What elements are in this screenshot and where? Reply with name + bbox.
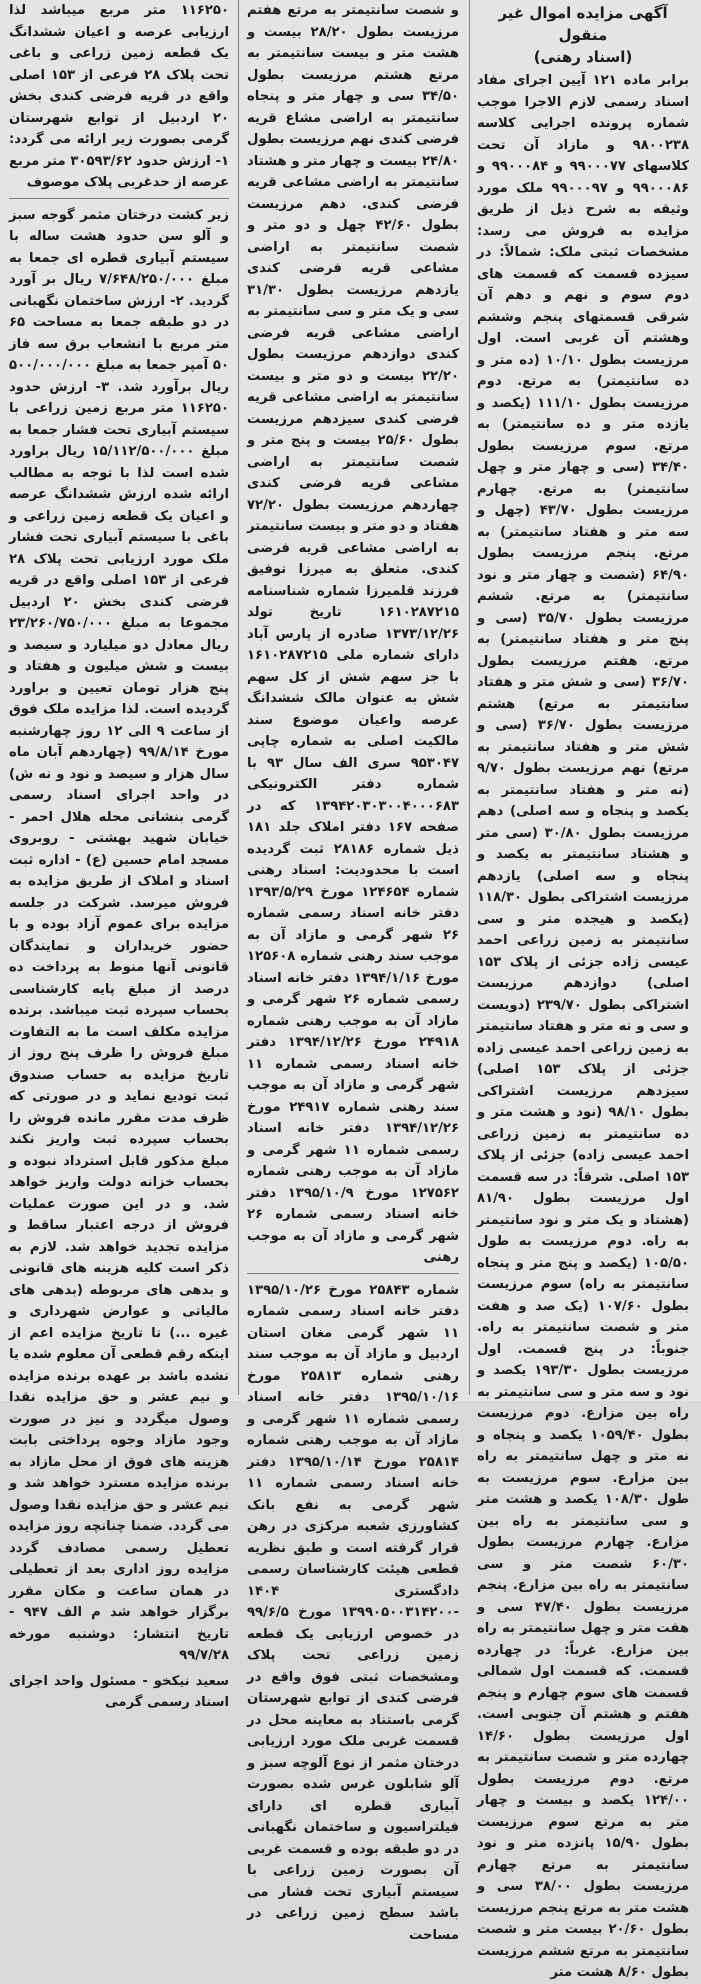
column-left xyxy=(3,0,235,1710)
notice-body-middle-bottom: شماره ۲۵۸۴۳ مورخ ۱۳۹۵/۱۰/۲۶ دفتر خانه اسناد رسمی شماره ۱۱ شهر گرمی مغان استان اردبیل و مازاد آن به موجب سند رهنی شماره ۲۵۸۱۳ مورخ ۱۳۹۵/۱۰/۱۶ دفتر خانه اسناد رسمی شماره ۱۱ شهر گرمی و مازاد آن به موجب رهنی شماره ۲۵۸۱۴ مورخ ۱۳۹۵/۱۰/۱۴ دفتر خانه اسناد رسمی شماره ۱۱ شهر گرمی به نفع بانک کشاورزی شعبه مرکزی در رهن قرار گرفته است و طبق نظریه قطعی هیئت کارشناسان رسمی دادگستری ۱۴۰۴ -۱۳۹۹۰۵۰۰۳۱۴۲۰۰ مورخ ۹۹/۶/۵ در خصوص ارزیابی یک قطعه زمین زراعی تحت پلاک ومشخصات ثبتی فوق واقع در فرضی کندی از توابع شهرستان گرمی باستناد به معاینه محل در قسمت غربی ملک مورد ارزیابی درختان مثمر از نوع آلوچه سبز و آلو شابلون غرس شده بصورت آبیاری قطره ای دارای فیلتراسیون و ساختمان نگهبانی در دو طبقه بوده و قسمت غربی آن بصورت زمین زراعی با سیستم آبیاری تحت فشار می باشد سطح زمین زراعی در مساحت xyxy=(247,1282,460,1943)
notice-body-middle-top: و شصت سانتیمتر به مرتع هفتم مرزیست بطول ۲۸/۲۰ بیست و هشت متر و بیست سانتیمتر به مرتع هشتم مرزیست بطول ۳۴/۵۰ سی و چهار متر و پنجاه سانتیمتر به اراضی مشاع قریه فرضی کندی نهم مرزیست بطول ۲۴/۸۰ بیست و چهار متر و هشتاد سانتیمتر به اراضی مشاعی قریه فرضی کندی. دهم مرزیست بطول ۴۲/۶۰ چهل و دو متر و شصت سانتیمتر به اراضی مشاعی قریه فرضی کندی یازدهم مرزیست بطول ۳۱/۳۰ سی و یک متر و سی سانتیمتر به اراضی مشاعی قریه فرضی کندی دوازدهم مرزیست بطول ۲۲/۲۰ بیست و دو متر و بیست سانتیمتر به اراضی مشاعی قریه فرضی کندی سیزدهم مرزیست بطول ۲۵/۶۰ بیست و پنج متر و شصت سانتیمتر به اراضی مشاعی قریه فرضی کندی چهاردهم مرزیست بطول ۷۲/۲۰ هفتاد و دو متر و بیست سانتیمتر به اراضی مشاعی قریه فرضی کندی. متعلق به میرزا توفیق فرزند قلمیرزا شماره شناسنامه ۱۶۱۰۲۸۷۲۱۵ تاریخ تولد ۱۳۷۳/۱۲/۲۶ صادره از پارس آباد دارای شماره ملی ۱۶۱۰۲۸۷۲۱۵ با جز سهم شش از کل سهم شش به عنوان مالک ششدانگ عرصه واعیان موضوع سند مالکیت اصلی به شماره چاپی ۹۵۳۰۴۷ سری الف سال ۹۳ با شماره دفتر الکترونیکی ۱۳۹۴۲۰۳۰۳۰۰۴۰۰۰۶۸۳ که در صفحه ۱۶۷ دفتر املاک جلد ۱۸۱ ذیل شماره ۲۸۱۸۶ ثبت گردیده است با محدودیت: اسناد رهنی شماره ۱۲۴۶۵۴ مورخ ۱۳۹۳/۵/۲۹ دفتر خانه اسناد رسمی شماره ۲۶ شهر گرمی و مازاد آن به موجب سند رهنی شماره ۱۲۵۶۰۸ مورخ ۱۳۹۴/۱/۱۶ دفتر خانه اسناد رسمی شماره ۲۶ شهر گرمی و مازاد آن به موجب رهنی شماره ۲۴۹۱۸ مورخ ۱۳۹۴/۱۲/۲۶ دفتر خانه اسناد رسمی شماره ۱۱ شهر گرمی و مازاد آن به موجب سند رهنی شماره ۲۴۹۱۷ مورخ ۱۳۹۴/۱۲/۲۶ دفتر خانه اسناد رسمی شماره ۱۱ شهر گرمی و مازاد آن به موجب رهنی شماره ۱۲۷۵۶۲ مورخ ۱۳۹۵/۱۰/۹ دفتر خانه اسناد رسمی شماره ۲۶ شهر گرمی و مازاد آن به موجب رهنی xyxy=(247,3,460,1265)
column-divider xyxy=(238,0,239,1395)
section-divider xyxy=(247,1273,459,1274)
notice-signature: سعید نیکخو - مسئول واحد اجرای اسناد رسمی گرمی xyxy=(9,1673,229,1710)
notice-title: آگهی مزایده اموال غیر منقول xyxy=(498,4,668,44)
column-divider xyxy=(469,0,470,1395)
notice-body-left-bottom: زیر کشت درختان مثمر گوجه سبز و آلو سن حدود هشت ساله با سیستم آبیاری قطره ای جمعا به مبلغ ۷/۶۴۸/۲۵۰/۰۰۰ ریال بر آورد گردید. ۲- ارزش ساختمان نگهبانی در دو طبقه جمعا به مساحت ۶۵ متر مربع با انشعاب برق سه فاز ۵۰ آمپر جمعا به مبلغ ۵۰۰/۰۰۰/۰۰۰ ریال برآورد شد. ۳- ارزش حدود ۱۱۶۲۵۰ متر مربع زمین زراعی با سیستم آبیاری تحت فشار جمعا به مبلغ ۱۵/۱۱۲/۵۰۰/۰۰۰ ریال براورد شده است لذا با توجه به مطالب ارائه شده ارزش ششدانگ عرصه و اعیان یک قطعه زمین زراعی و باغی با سیستم آبیاری تحت فشار ملک مورد ارزیابی تحت پلاک ۲۸ فرعی از ۱۵۳ اصلی واقع در قریه فرضی کندی بخش ۲۰ اردبیل مجموعا به مبلغ ۲۳/۲۶۰/۷۵۰/۰۰۰ ریال معادل دو میلیارد و سیصد و بیست و شش میلیون و هفتاد و پنج هزار تومان تعیین و براورد گردیده است. لذا مزایده ملک فوق از ساعت ۹ الی ۱۲ روز چهارشنبه مورخ ۹۹/۸/۱۴ (چهاردهم آبان ماه سال هزار و سیصد و نود و نه ش) در واحد اجرای اسناد رسمی گرمی بنشانی محله هلال احمر - خیابان شهید بهشتی - روبروی مسجد امام حسین (ع) - اداره ثبت اسناد و املاک از طریق مزایده به فروش میرسد. شرکت در جلسه مزایده برای عموم آزاد بوده و با حضور خریداران و نمایندگان قانونی آنها منوط به پرداخت ده درصد از مبلغ پایه کارشناسی بحساب سپرده ثبت میباشد. برنده مزایده مکلف است ما به التفاوت مبلغ فروش را ظرف پنج روز از تاریخ مزایده به حساب صندوق ثبت تودیع نماید و در صورتی که ظرف مدت مقرر مانده فروش را بحساب سپرده ثبت واریز نکند مبلغ مذکور قابل استرداد نبوده و بحساب خزانه دولت واریز خواهد شد. و در این صورت عملیات فروش از درجه اعتبار ساقط و مزایده تجدید خواهد شد. لازم به ذکر است کلیه هزینه های قانونی و بدهی های مربوطه (بدهی های مالیاتی و عوارض شهرداری و غیره ...) تا تاریخ مزایده اعم از اینکه رقم قطعی آن معلوم شده یا نشده باشد بر عهده برنده مزایده و نیم عشر و حق مزایده نقدا وصول میگردد و نیز در صورت وجود مازاد وجوه پرداختی بابت هزینه های فوق از محل مازاد به برنده مزایده مسترد خواهد شد و نیم عشر و حق مزایده نقدا وصول می گردد. ضمنا چنانچه روز مزایده تعطیل رسمی مصادف گردد مزایده روز اداری بعد از تعطیلی در همان ساعت و مکان مقرر برگزار خواهد شد م الف ۹۴۷ - تاریخ انتشار: دوشنبه مورخه ۹۹/۷/۲۸ xyxy=(9,207,230,1663)
notice-body-right: برابر ماده ۱۲۱ آیین اجرای مفاد اسناد رسمی لازم الاجرا موجب شماره پرونده اجرایی کلاسه ۹۸۰۰۲۳۸ و مازاد آن تحت کلاسهای ۹۹۰۰۰۷۷ و ۹۹۰۰۰۸۴ و ۹۹۰۰۰۸۶ و ۹۹۰۰۰۹۷ ملک مورد وثیقه به شرح ذیل از طریق مزایده به فروش می رسد: مشخصات ثبتی ملک: شمالاً: در سیزده قسمت که قسمت های دوم سوم و نهم و دهم آن شرقی قسمتهای پنجم وششم وهشتم آن غربی است. اول مرزیست بطول ۱۰/۱۰ (ده متر و ده سانتیمتر) به مرتع. دوم مرزیست بطول ۱۱۱/۱۰ (یکصد و یازده متر و ده سانتیمتر) به مرتع. سوم مرزیست بطول ۳۴/۴۰ (سی و چهار متر و چهل سانتیمتر) به مرتع. چهارم مرزیست بطول ۴۳/۷۰ (چهل و سه متر و هفتاد سانتیمتر) به مرتع. پنجم مرزیست بطول ۶۴/۹۰ (شصت و چهار متر و نود سانتیمتر) به مرتع. ششم مرزیست بطول ۳۵/۷۰ (سی و پنج متر و هفتاد سانتیمتر) به مرتع. هفتم مرزیست بطول ۳۶/۷۰ (سی و شش متر و هفتاد سانتیمتر به مرتع) هشتم مرزیست بطول ۳۶/۷۰ (سی و شش متر و هفتاد سانتیمتر به مرتع) نهم مرزیست بطول ۹/۷۰ (نه متر و هفتاد سانتیمتر به یکصد و پنجاه و سه اصلی) دهم مرزیست بطول ۳۰/۸۰ (سی متر و هشتاد سانتیمتر به یکصد و پنجاه و سه اصلی) یازدهم مرزیست اشتراکی بطول ۱۱۸/۳۰ (یکصد و هیجده متر و سی سانتیمتر به زمین زراعی احمد عیسی زاده جزئی از پلاک ۱۵۳ اصلی) دوازدهم مرزیست اشتراکی بطول ۲۳۹/۷۰ (دویست و سی و نه متر و هفتاد سانتیمتر به زمین زراعی احمد عیسی زاده جزئی از پلاک ۱۵۳ اصلی) سیزدهم مرزیست اشتراکی بطول ۹۸/۱۰ (نود و هشت متر و ده سانتیمتر به زمین زراعی احمد عیسی زاده) جزئی از پلاک ۱۵۳ اصلی. شرقاً: در سه قسمت اول مرزیست بطول ۸۱/۹۰ (هشتاد و یک متر و نود سانتیمتر به راه. دوم مرزیست به طول ۱۰۵/۵۰ (یکصد و پنج متر و پنجاه سانتیمتر به راه) سوم مرزیست بطول ۱۰۷/۶۰ (یک صد و هفت متر و شصت سانتیمتر به راه. جنوباً: در پنج قسمت. اول مرزیست بطول ۱۹۳/۳۰ یکصد و نود و سه متر و سی سانتیمتر به راه بین مزارع. دوم مرزیست بطول ۱۰۵۹/۴۰ یکصد و پنجاه و نه متر و چهل سانتیمتر به راه بین مزارع. سوم مرزیست به طول ۱۰۸/۳۰ یکصد و هشت متر و سی سانتیمتر به راه بین مزارع. چهارم مرزیست بطول ۶۰/۳۰ شصت متر و سی سانتیمتر به راه بین مزارع. پنجم مرزیست بطول ۴۷/۴۰ سی و هفت متر و چهل سانتیمتر به راه بین مزارع. غرباً: در چهارده قسمت. که قسمت اول شمالی قسمت های سوم چهارم و پنجم هفتم و هشتم آن جنوبی است. اول مرزیست بطول ۱۴/۶۰ چهارده متر و شصت سانتیمتر به مرتع. دوم مرزیست بطول ۱۲۴/۰۰ یکصد و بیست و چهار متر به مرتع سوم مرزیست بطول ۱۵/۹۰ پانزده متر و نود سانتیمتر به مرتع چهارم مرزیست بطول ۳۸/۰۰ سی و هشت متر به مرتع پنجم مرزیست بطول ۲۰/۶۰ بیست متر و شصت سانتیمتر به مرتع ششم مرزیست بطول ۸/۶۰ هشت متر xyxy=(477,73,690,1980)
column-middle xyxy=(241,0,465,1943)
notice-subtitle: (اسناد رهنی) xyxy=(533,48,633,66)
section-divider xyxy=(9,198,229,199)
column-right xyxy=(471,0,695,1980)
notice-body-left-top: ۱۱۶۲۵۰ متر مربع میباشد لذا ارزیابی عرصه و اعیان ششدانگ یک قطعه زمین زراعی و باغی تحت پلاک ۲۸ فرعی از ۱۵۳ اصلی واقع در قریه فرضی کندی بخش ۲۰ اردبیل از توابع شهرستان گرمی بصورت زیر ارائه می گردد: ۱- ارزش حدود ۳۰۵۹۳/۶۲ متر مربع عرصه از حدغربی پلاک موصوف xyxy=(9,3,229,190)
